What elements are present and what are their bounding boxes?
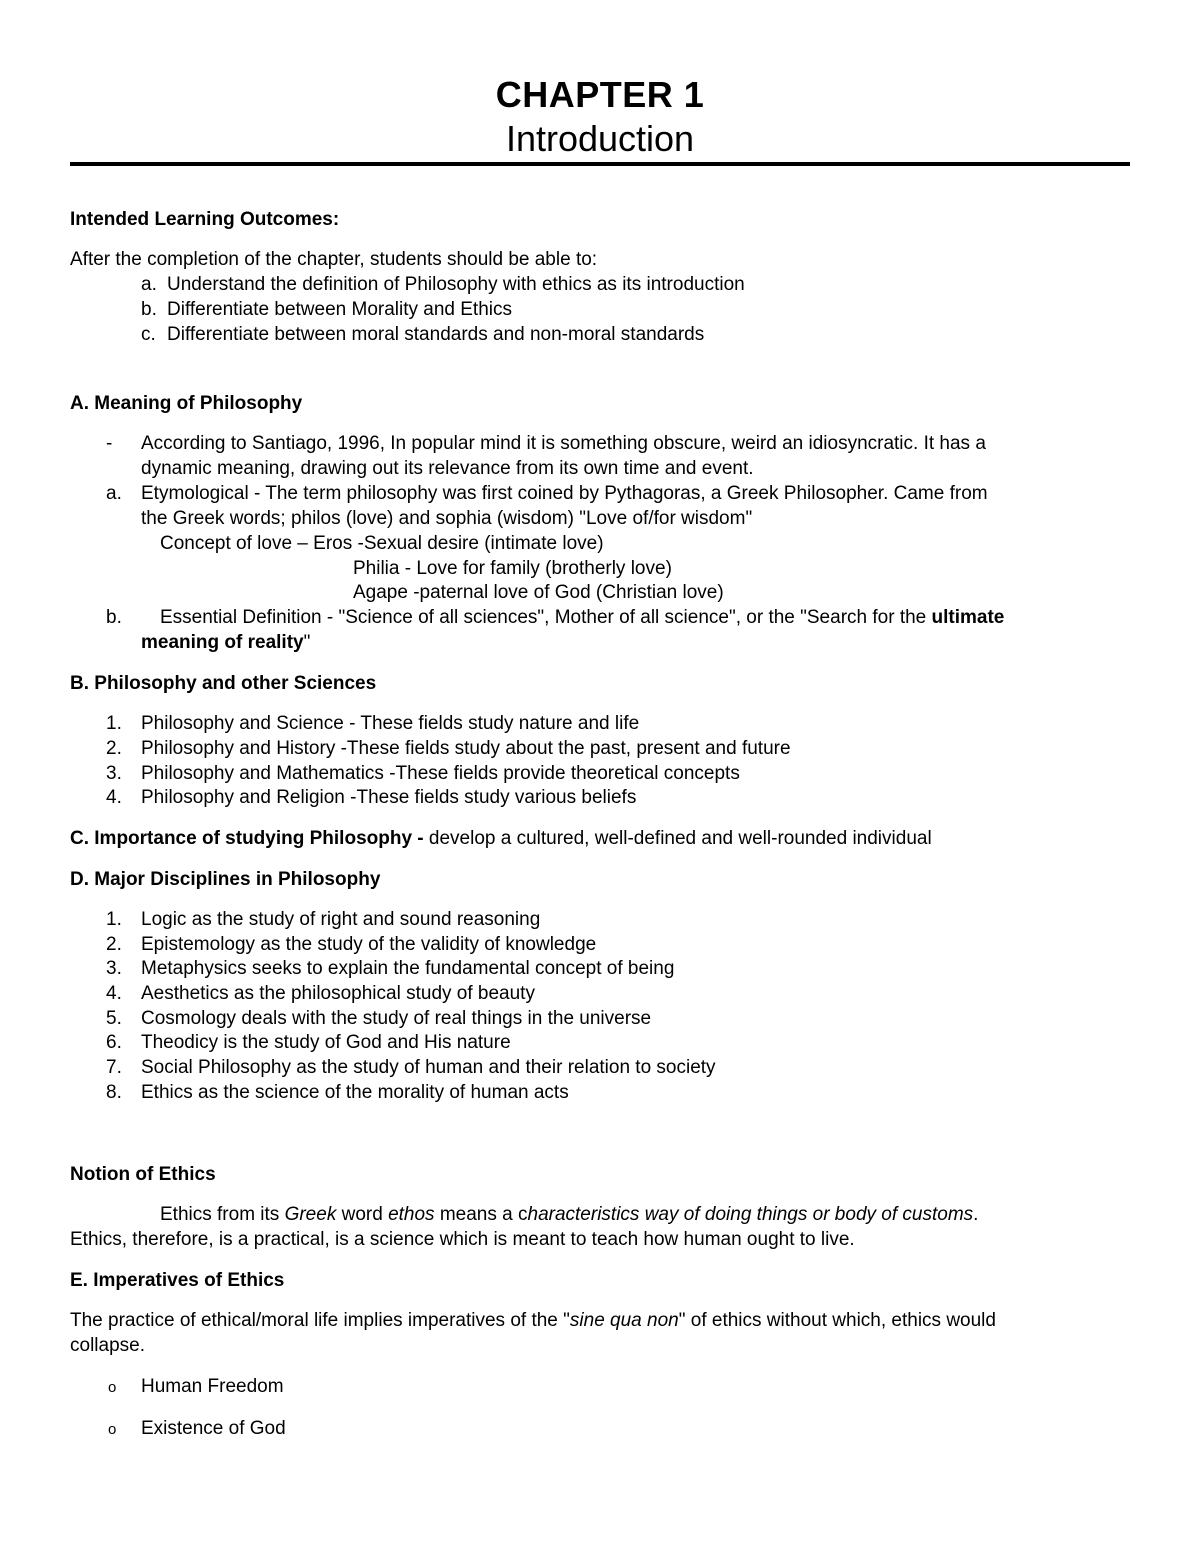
list-label-b: b.: [106, 607, 122, 628]
section-e-line-1: [70, 1309, 996, 1333]
ethics-paragraph-line-2: Ethics, therefore, is a practical, is a science which is meant to teach how human ought to live.: [70, 1229, 855, 1250]
list-number: 4.: [106, 787, 122, 808]
list-number: 5.: [106, 1008, 122, 1029]
outcomes-heading: Intended Learning Outcomes:: [70, 209, 340, 230]
outcomes-intro: After the completion of the chapter, students should be able to:: [70, 249, 598, 270]
circle-bullet-icon: o: [108, 1379, 117, 1396]
list-number: 4.: [106, 983, 122, 1004]
list-number: 1.: [106, 909, 122, 930]
bullet-item: Existence of God: [141, 1418, 286, 1439]
section-e-text: The practice of ethical/moral life implies imperatives of the ": [70, 1310, 570, 1331]
etymological-line-1: Etymological - The term philosophy was first coined by Pythagoras, a Greek Philosopher. Came from: [141, 483, 988, 504]
dash-label: -: [106, 433, 113, 454]
chapter-subtitle: Introduction: [505, 118, 695, 159]
list-number: 6.: [106, 1032, 122, 1053]
section-b-heading: B. Philosophy and other Sciences: [70, 673, 377, 694]
list-item: Social Philosophy as the study of human and their relation to society: [141, 1057, 716, 1078]
outcome-label: b.: [141, 299, 157, 320]
ethics-greek: Greek: [284, 1204, 337, 1225]
circle-bullet-icon: o: [108, 1421, 117, 1438]
list-item: Philosophy and Science - These fields study nature and life: [141, 713, 640, 734]
santiago-line-2: dynamic meaning, drawing out its relevance from its own time and event.: [141, 458, 754, 479]
list-label-a: a.: [106, 483, 122, 504]
essential-definition-bold-cont: meaning of reality: [141, 632, 304, 653]
list-item: Philosophy and Mathematics -These fields provide theoretical concepts: [141, 763, 740, 784]
list-item: Aesthetics as the philosophical study of beauty: [141, 983, 535, 1004]
list-item: Philosophy and History -These fields study about the past, present and future: [141, 738, 791, 759]
essential-definition-line-1: [160, 606, 1004, 630]
section-c-line: [70, 827, 932, 851]
outcome-label: c.: [141, 324, 156, 345]
section-e-heading: E. Imperatives of Ethics: [70, 1270, 285, 1291]
love-philia: Philia - Love for family (brotherly love): [353, 558, 672, 579]
section-c-heading: C. Importance of studying Philosophy -: [70, 828, 424, 849]
essential-definition-bold: ultimate: [931, 607, 1005, 628]
title-rule: [70, 162, 1130, 166]
list-number: 2.: [106, 934, 122, 955]
ethics-definition: haracteristics way of doing things or body of customs: [527, 1204, 974, 1225]
ethics-text: .: [973, 1204, 979, 1225]
ethics-ethos: ethos: [388, 1204, 435, 1225]
list-number: 7.: [106, 1057, 122, 1078]
list-item: Theodicy is the study of God and His nature: [141, 1032, 511, 1053]
etymological-line-2: the Greek words; philos (love) and sophia (wisdom) "Love of/for wisdom": [141, 508, 753, 529]
section-c-text: develop a cultured, well-defined and well-rounded individual: [423, 828, 932, 849]
list-item: Ethics as the science of the morality of human acts: [141, 1082, 569, 1103]
outcome-item: Understand the definition of Philosophy with ethics as its introduction: [167, 274, 745, 295]
ethics-text: word: [336, 1204, 389, 1225]
bullet-item: Human Freedom: [141, 1376, 284, 1397]
list-item: Logic as the study of right and sound reasoning: [141, 909, 541, 930]
list-number: 3.: [106, 763, 122, 784]
list-number: 8.: [106, 1082, 122, 1103]
love-agape: Agape -paternal love of God (Christian love): [353, 582, 724, 603]
ethics-text: means a c: [434, 1204, 528, 1225]
essential-definition-end: ": [303, 632, 311, 653]
list-item: Cosmology deals with the study of real things in the universe: [141, 1008, 652, 1029]
section-a-heading: A. Meaning of Philosophy: [70, 393, 303, 414]
sine-qua-non: sine qua non: [569, 1310, 679, 1331]
essential-definition-text: Essential Definition - "Science of all sciences", Mother of all science", or the "Search for the: [160, 607, 932, 628]
outcome-item: Differentiate between Morality and Ethics: [167, 299, 512, 320]
outcome-item: Differentiate between moral standards and non-moral standards: [167, 324, 705, 345]
list-item: Epistemology as the study of the validity of knowledge: [141, 934, 597, 955]
list-number: 2.: [106, 738, 122, 759]
list-number: 1.: [106, 713, 122, 734]
ethics-text: Ethics from its: [160, 1204, 285, 1225]
section-e-text: " of ethics without which, ethics would: [678, 1310, 996, 1331]
ethics-heading: Notion of Ethics: [70, 1164, 216, 1185]
list-item: Philosophy and Religion -These fields study various beliefs: [141, 787, 637, 808]
ethics-paragraph-line-1: [160, 1203, 978, 1227]
essential-definition-line-2: [141, 631, 310, 655]
section-d-heading: D. Major Disciplines in Philosophy: [70, 869, 381, 890]
santiago-line-1: According to Santiago, 1996, In popular mind it is something obscure, weird an idiosyncratic. It has a: [141, 433, 986, 454]
outcome-label: a.: [141, 274, 157, 295]
list-item: Metaphysics seeks to explain the fundamental concept of being: [141, 958, 675, 979]
concept-of-love: Concept of love – Eros -Sexual desire (intimate love): [160, 533, 604, 554]
section-e-line-2: collapse.: [70, 1335, 145, 1356]
chapter-number: CHAPTER 1: [495, 74, 705, 115]
list-number: 3.: [106, 958, 122, 979]
